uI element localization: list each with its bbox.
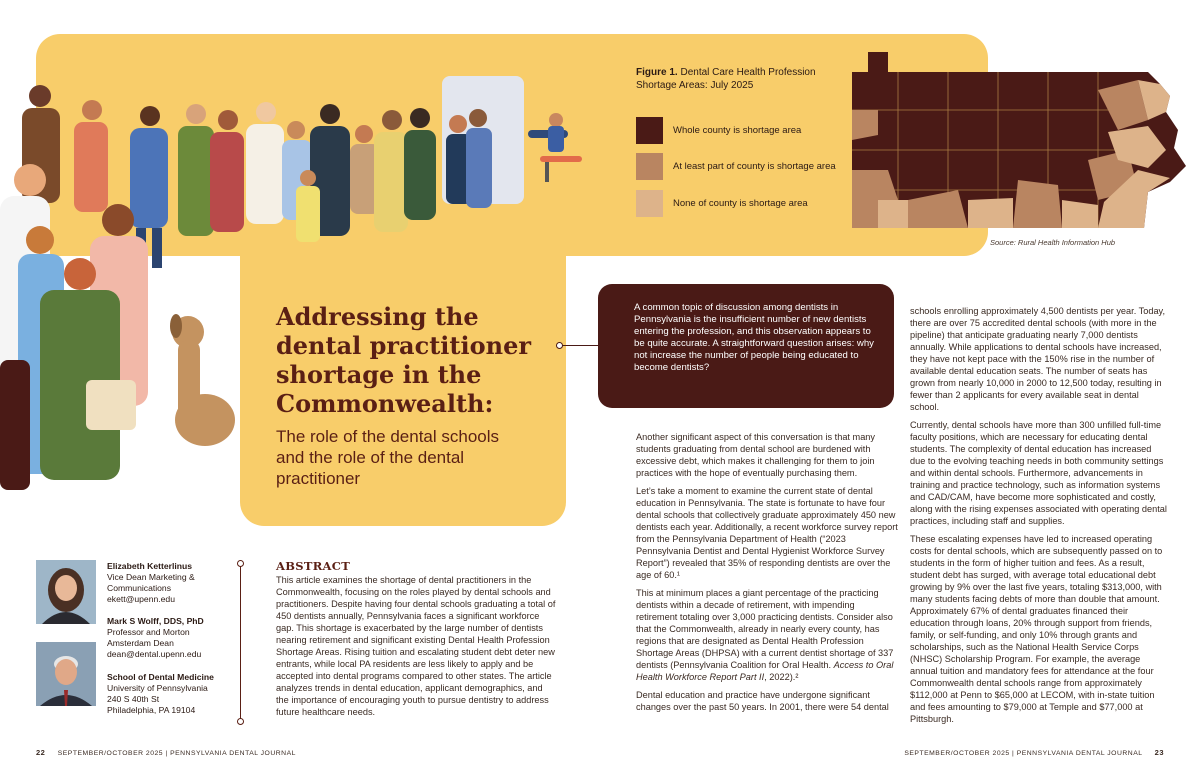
author-ketterlinus bbox=[107, 561, 232, 605]
article-headline: Addressing the dental practitioner shortage in the Commonwealth: bbox=[276, 302, 531, 418]
legend-swatch-partial bbox=[636, 153, 663, 180]
legend-item-whole bbox=[636, 117, 801, 144]
divider-dot bbox=[237, 560, 244, 567]
author-email[interactable]: dean@dental.upenn.edu bbox=[107, 649, 202, 659]
author-photo-ketterlinus bbox=[36, 560, 96, 624]
author-name: Mark S Wolff, DDS, PhD bbox=[107, 616, 204, 626]
pull-quote-callout bbox=[598, 284, 894, 408]
body-column-right bbox=[910, 305, 1168, 731]
author-title: Professor and Morton Amsterdam Dean bbox=[107, 627, 190, 648]
author-title: Vice Dean Marketing & Communications bbox=[107, 572, 195, 593]
affiliation-line: Philadelphia, PA 19104 bbox=[107, 705, 196, 715]
abstract-text: This article examines the shortage of dental practitioners in the Commonwealth, focusing on the roles played by dental schools and practitioners. Despite having four dental schools graduating a total of 450 dentists annually, Pennsylvania faces a significant workforce gap. This shortage is exacerbated by the large number of dentists nearing retirement and significant existing Dental Health Profession Shortage Areas. Rising tuition and escalating student debt deter new entrants, while local PA residents are less likely to apply and be accepted into dental programs compared to other states. The article analyzes trends in dental education, applicant demographics, and the importance of encouraging youth to pursue dentistry to address future healthcare needs. bbox=[276, 575, 556, 717]
footer-issue: SEPTEMBER/OCTOBER 2025 | PENNSYLVANIA DENTAL JOURNAL bbox=[57, 750, 296, 757]
legend-label-none: None of county is shortage area bbox=[673, 198, 808, 209]
body-paragraph: Dental education and practice have undergone significant changes over the past 50 years. In 2001, there were 54 dental bbox=[636, 690, 889, 712]
abstract-heading: ABSTRACT bbox=[276, 559, 351, 573]
legend-label-whole: Whole county is shortage area bbox=[673, 125, 802, 136]
page-number: 22 bbox=[36, 748, 46, 757]
legend-item-none bbox=[636, 190, 808, 217]
pennsylvania-county-map bbox=[848, 50, 1188, 240]
affiliation-name: School of Dental Medicine bbox=[107, 672, 214, 682]
legend-swatch-none bbox=[636, 190, 663, 217]
body-paragraph: This at minimum places a giant percentage of the practicing dentists within a decade of retirement, with impending retirement totaling over 3,000 practicing dentists. Consider also that the Commonwealth, already in nearly every county, has regions that are designated as Dental Health Profession Shortage Areas (DHPSA) with a current dentist shortage of 337 dentists (Pennsylvania Coalition for Oral Health. Access to Oral Health Workforce Report Part II, 2022).² bbox=[636, 588, 894, 682]
article-subhead: The role of the dental schools and the role of the dental practitioner bbox=[276, 427, 500, 488]
dentist-icon bbox=[528, 113, 582, 182]
affiliation-line: 240 S 40th St bbox=[107, 694, 160, 704]
legend-item-partial bbox=[636, 153, 836, 180]
body-paragraph: Another significant aspect of this conversation is that many students graduating from dental school are burdened with excessive debt, which makes it challenging for them to join practices with the hope of eventually purchasing them. bbox=[636, 432, 876, 478]
author-name: Elizabeth Ketterlinus bbox=[107, 561, 192, 571]
figure-title: Figure 1. Dental Care Health Profession Shortage Areas: July 2025 bbox=[636, 67, 816, 91]
affiliation-line: University of Pennsylvania bbox=[107, 683, 208, 693]
author-email[interactable]: ekett@upenn.edu bbox=[107, 594, 175, 604]
legend-swatch-whole bbox=[636, 117, 663, 144]
affiliation bbox=[107, 672, 232, 716]
author-wolff bbox=[107, 616, 232, 660]
body-paragraph: These escalating expenses have led to increased operating costs for dental schools, which are subsequently passed on to students in the form of higher tuition and fees. As a result, student debt has surged, with average total educational debt growing by 9% over the last five years, totaling $313,000, with many students facing debts of more than double that amount. Approximately 67% of dental graduates financed their education through loans, 20% through support from friends, family, or self-funding, and only 10% through grants and scholarships, such as the National Health Service Corps (NHSC) Scholarship Program. For example, the average annual tuition and mandatory fees for attendance at the four Commonwealth dental schools range from approximately $112,000 at Penn to $65,000 at LECOM, with in-state tuition and fees amounting to $79,000 at Temple and $77,000 at Pittsburgh. bbox=[910, 534, 1163, 724]
page-number: 23 bbox=[1154, 748, 1164, 757]
body-paragraph: Currently, dental schools have more than 300 unfilled full-time faculty positions, which are necessary for educating dental students. The complexity of dental education has increased due to the evolving teaching needs in both community settings and within dental schools. Furthermore, advancements in training and practice technology, such as information systems and CAD/CAM, have become more sophisticated and costly, along with the rising expenses associated with operating dental practices, including staff and supplies. bbox=[910, 420, 1167, 526]
divider-line bbox=[240, 563, 241, 723]
footer-right bbox=[904, 748, 1164, 757]
footer-issue: SEPTEMBER/OCTOBER 2025 | PENNSYLVANIA DENTAL JOURNAL bbox=[904, 750, 1143, 757]
body-column-left bbox=[636, 431, 898, 719]
callout-dot bbox=[556, 342, 563, 349]
legend-label-partial: At least part of county is shortage area bbox=[673, 161, 836, 172]
body-paragraph: Let’s take a moment to examine the current state of dental education in Pennsylvania. The state is fortunate to have four dental schools that collectively graduate approximately 450 new dentists each year. Additionally, a recent workforce survey report from the Pennsylvania Department of Health (“2023 Pennsylvania Dentist and Dental Hygienist Workforce Survey Report”) revealed that 35% of responding dentists are over the age of 60.¹ bbox=[636, 486, 898, 580]
figure-source: Source: Rural Health Information Hub bbox=[990, 238, 1116, 247]
divider-dot bbox=[237, 718, 244, 725]
dog-icon bbox=[170, 314, 235, 446]
callout-connector bbox=[560, 345, 598, 346]
body-paragraph: schools enrolling approximately 4,500 dentists per year. Today, there are over 75 accredited dental schools (with more in the pipeline) that anticipate graduating nearly 7,000 dentists annually. While applications to dental schools have increased, they have not kept pace with the 150% rise in the number of available dental education seats. The number of seats has grown from nearly 10,000 in 2000 to 12,500 today, resulting in fewer than 2 applicants for every available seat in dental school. bbox=[910, 306, 1166, 412]
footer-left bbox=[36, 748, 296, 757]
author-photo-wolff bbox=[36, 642, 96, 706]
callout-text: A common topic of discussion among dentists in Pennsylvania is the insufficient number of new dentists entering the profession, and this observation appears to be quite accurate. A straightforward question arises: why not increase the number of people being educated to become dentists? bbox=[634, 302, 874, 373]
